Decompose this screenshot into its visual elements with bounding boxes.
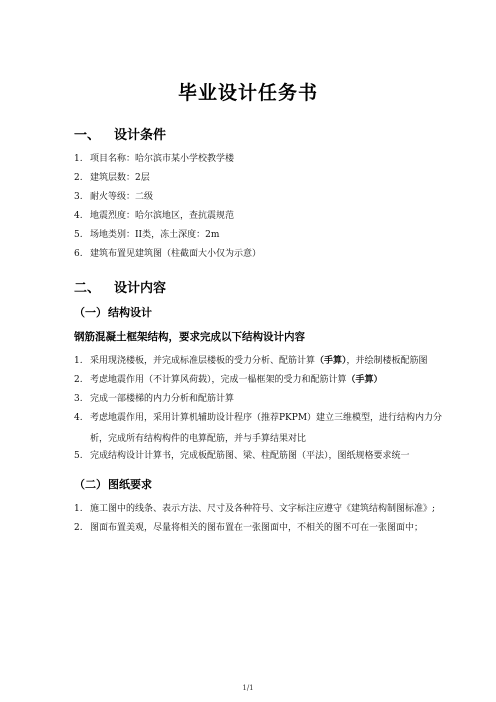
list-item: 4. 考虑地震作用，采用计算机辅助设计程序（推荐PKPM）建立三维模型，进行结构内力分 xyxy=(74,413,443,423)
list-item: 5. 场地类别：II类，冻土深度：2m xyxy=(74,230,220,240)
document-title: 毕业设计任务书 xyxy=(177,82,318,104)
list-item: 1. 项目名称：哈尔滨市某小学校教学楼 xyxy=(74,154,235,164)
section-title: 设计条件 xyxy=(114,128,167,143)
list-item: 1. 采用现浇楼板，并完成标准层楼板的受力分析、配筋计算（手算），并绘制楼板配筋图 xyxy=(74,356,428,366)
list-item: 6. 建筑布置见建筑图（柱截面大小仅为示意） xyxy=(74,249,262,259)
list-item: 2. 建筑层数：2层 xyxy=(74,173,150,183)
section-heading-conditions xyxy=(74,124,166,143)
section-title: 设计内容 xyxy=(114,281,167,296)
list-item: 3. 完成一部楼梯的内力分析和配筋计算 xyxy=(74,394,235,404)
section-number: 一、 xyxy=(74,128,101,143)
page-number: 1/1 xyxy=(242,684,254,692)
subsection-heading-structure: （一）结构设计 xyxy=(74,306,152,319)
section-number: 二、 xyxy=(74,281,101,296)
list-item: 4. 地震烈度：哈尔滨地区，查抗震规范 xyxy=(74,211,235,221)
list-item: 2. 考虑地震作用（不计算风荷载），完成一榀框架的受力和配筋计算（手算） xyxy=(74,375,383,385)
list-item: 2. 图面布置美观，尽量将相关的图布置在一张图面中，不相关的图不可在一张图面中； xyxy=(74,523,424,533)
subsection-heading-drawings: （二）图纸要求 xyxy=(74,478,152,491)
list-item: 1. 施工图中的线条、表示方法、尺寸及各种符号、文字标注应遵守《建筑结构制图标准》; xyxy=(74,504,436,514)
list-item: 5. 完成结构设计计算书，完成板配筋图、梁、柱配筋图（平法），图纸规格要求统一 xyxy=(74,451,410,461)
lead-paragraph: 钢筋混凝土框架结构，要求完成以下结构设计内容 xyxy=(74,331,305,343)
section-heading-content xyxy=(74,277,166,296)
list-item-continuation: 析，完成所有结构构件的电算配筋，并与手算结果对比 xyxy=(90,434,307,444)
list-item: 3. 耐火等级：二级 xyxy=(74,192,154,202)
